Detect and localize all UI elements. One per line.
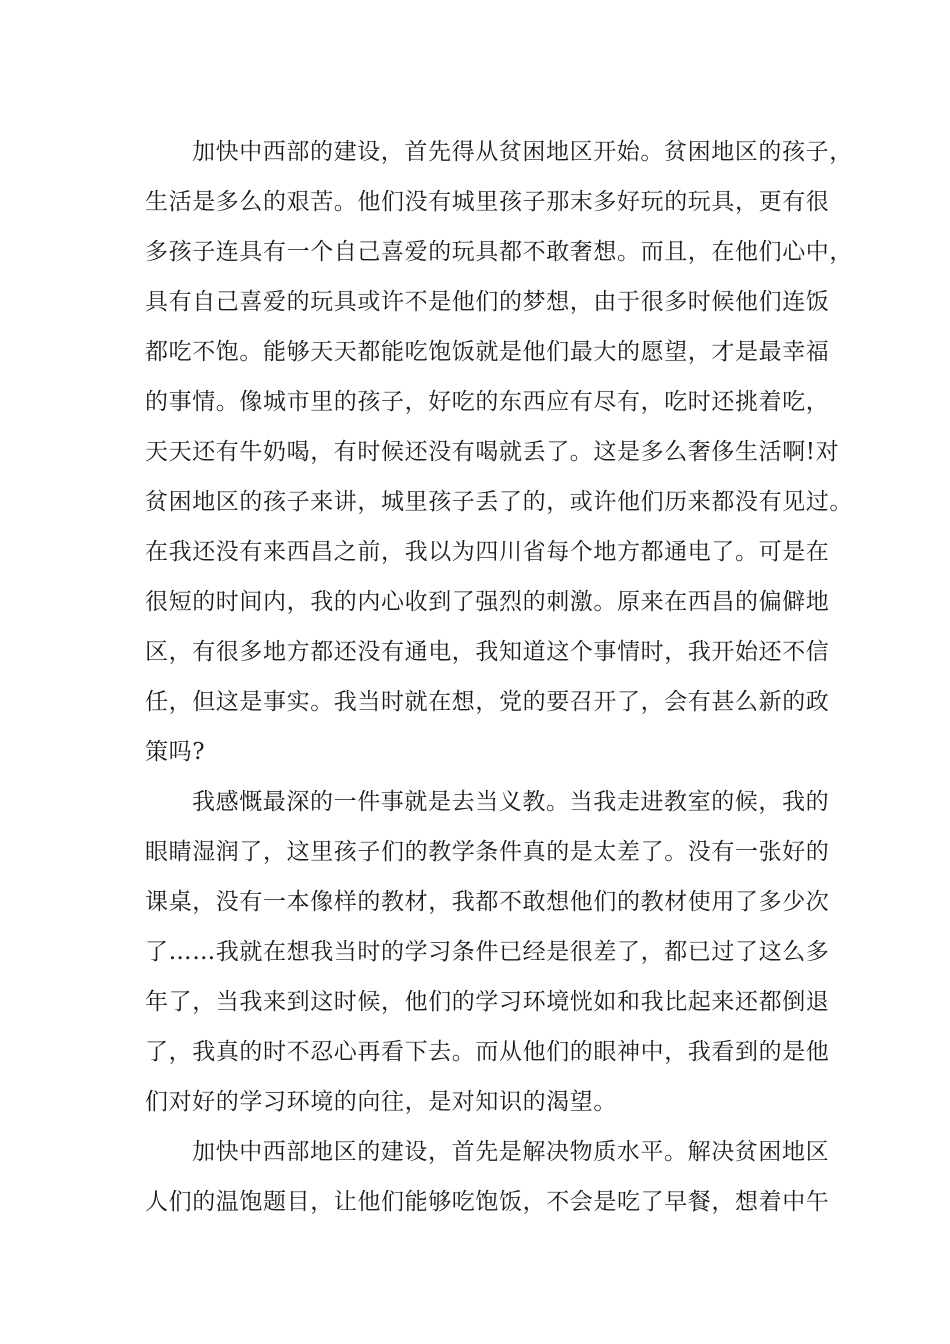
paragraph-2-line-5: 年了，当我来到这时候，他们的学习环境恍如和我比起来还都倒退 bbox=[145, 989, 830, 1015]
paragraph-1-line-10: 很短的时间内，我的内心收到了强烈的刺激。原来在西昌的偏僻地 bbox=[145, 589, 830, 615]
paragraph-3-line-1: 加快中西部地区的建设，首先是解决物质水平。解决贫困地区 bbox=[192, 1139, 830, 1165]
paragraph-1-line-4: 具有自己喜爱的玩具或许不是他们的梦想，由于很多时候他们连饭 bbox=[145, 289, 830, 315]
paragraph-1-line-2: 生活是多么的艰苦。他们没有城里孩子那末多好玩的玩具，更有很 bbox=[145, 189, 830, 215]
paragraph-1-line-1: 加快中西部的建设，首先得从贫困地区开始。贫困地区的孩子， bbox=[192, 139, 853, 165]
paragraph-2-line-4: 了……我就在想我当时的学习条件已经是很差了，都已过了这么多 bbox=[145, 939, 830, 965]
paragraph-1-line-3: 多孩子连具有一个自己喜爱的玩具都不敢奢想。而且，在他们心中， bbox=[145, 239, 853, 265]
paragraph-2-line-3: 课桌，没有一本像样的教材，我都不敢想他们的教材使用了多少次 bbox=[145, 889, 830, 915]
paragraph-2-line-1: 我感慨最深的一件事就是去当义教。当我走进教室的候，我的 bbox=[192, 789, 830, 815]
paragraph-2-line-7: 们对好的学习环境的向往，是对知识的渴望。 bbox=[145, 1089, 617, 1115]
paragraph-1-line-6: 的事情。像城市里的孩子，好吃的东西应有尽有，吃时还挑着吃， bbox=[145, 389, 830, 415]
paragraph-1-line-12: 任，但这是事实。我当时就在想，党的要召开了，会有甚么新的政 bbox=[145, 689, 830, 715]
paragraph-3-line-2: 人们的温饱题目，让他们能够吃饱饭，不会是吃了早餐，想着中午 bbox=[145, 1189, 830, 1215]
paragraph-2-line-6: 了，我真的时不忍心再看下去。而从他们的眼神中，我看到的是他 bbox=[145, 1039, 830, 1065]
paragraph-1-line-7: 天天还有牛奶喝，有时候还没有喝就丢了。这是多么奢侈生活啊!对 bbox=[145, 439, 840, 465]
paragraph-1-line-5: 都吃不饱。能够天天都能吃饱饭就是他们最大的愿望，才是最幸福 bbox=[145, 339, 830, 365]
paragraph-1-line-13: 策吗? bbox=[145, 739, 206, 765]
paragraph-2-line-2: 眼睛湿润了，这里孩子们的教学条件真的是太差了。没有一张好的 bbox=[145, 839, 830, 865]
paragraph-1-line-9: 在我还没有来西昌之前，我以为四川省每个地方都通电了。可是在 bbox=[145, 539, 830, 565]
paragraph-1-line-8: 贫困地区的孩子来讲，城里孩子丢了的，或许他们历来都没有见过。 bbox=[145, 489, 853, 515]
paragraph-1-line-11: 区，有很多地方都还没有通电，我知道这个事情时，我开始还不信 bbox=[145, 639, 830, 665]
